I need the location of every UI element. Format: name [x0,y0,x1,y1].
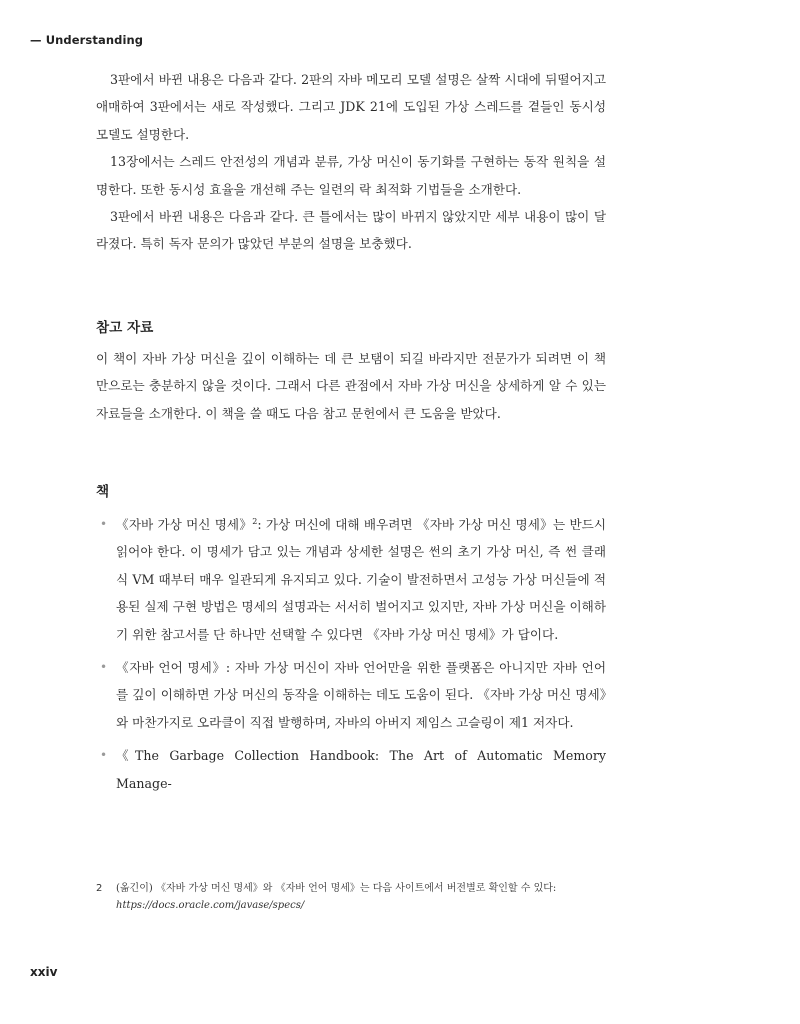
subsection-heading-books: 책 [96,484,110,500]
footnote-body: (옮긴이) 《자바 가상 머신 명세》와 《자바 언어 명세》는 다음 사이트에서 버전별로 확인할 수 있다: [116,883,557,894]
footnote-link[interactable]: https://docs.oracle.com/javase/specs/ [116,900,305,911]
running-head: — Understanding [30,33,144,47]
bullet-icon: • [100,748,108,763]
page-number: xxiv [30,965,58,979]
book-description: : 가상 머신에 대해 배우려면 《자바 가상 머신 명세》는 반드시 읽어야 한다. 이 명세가 담고 있는 개념과 상세한 설명은 썬의 초기 가상 머신, 즉 썬 클래식 VM 때부터 매우 일관되게 유지되고 있다. 기술이 발전하면서 고성능 가상 머신들에 적용된 실제 구현 방법은 명세의 설명과는 서서히 벌어지고 있지만, 자바 가상 머신을 이해하기 위한 참고서를 단 하나만 선택할 수 있다면 《자바 가상 머신 명세》가 답이다. [116,517,607,642]
book-title: 《자바 가상 머신 명세》 [116,517,253,532]
paragraph: 3판에서 바뀐 내용은 다음과 같다. 큰 틀에서는 많이 바뀌지 않았지만 세부 내용이 많이 달라졌다. 특히 독자 문의가 많았던 부분의 설명을 보충했다. [96,209,606,252]
footnote-reference[interactable]: 2 [252,516,258,526]
bullet-icon: • [100,517,108,531]
body-text [96,66,606,258]
list-item [96,742,606,797]
section-heading-references: 참고 자료 [96,320,154,336]
book-list [96,511,606,803]
bullet-icon: • [100,660,108,675]
footnote-text [96,880,616,914]
references-intro: 이 책이 자바 가상 머신을 깊이 이해하는 데 큰 보탬이 되길 바라지만 전문가가 되려면 이 책만으로는 충분하지 않을 것이다. 그래서 다른 관점에서 자바 가상 머신을 상세하게 알 수 있는 자료들을 소개한다. 이 책을 쓸 때도 다음 참고 문헌에서 큰 도움을 받았다. [96,351,606,421]
list-item [96,654,606,736]
book-description: 《The Garbage Collection Handbook: The Art of Automatic Memory Manage- [116,748,606,791]
paragraph: 3판에서 바뀐 내용은 다음과 같다. 2판의 자바 메모리 모델 설명은 살짝 시대에 뒤떨어지고 애매하여 3판에서는 새로 작성했다. 그리고 JDK 21에 도입된 가상 스레드를 곁들인 동시성 모델도 설명한다. [96,72,606,142]
list-item [96,511,606,648]
book-description: 《자바 언어 명세》: 자바 가상 머신이 자바 언어만을 위한 플랫폼은 아니지만 자바 언어를 깊이 이해하면 가상 머신의 동작을 이해하는 데도 도움이 된다. 《자바 가상 머신 명세》와 마찬가지로 오라클이 직접 발행하며, 자바의 아버지 제임스 고슬링이 제1 저자다. [116,660,606,730]
paragraph: 13장에서는 스레드 안전성의 개념과 분류, 가상 머신이 동기화를 구현하는 동작 원칙을 설명한다. 또한 동시성 효율을 개선해 주는 일련의 락 최적화 기법들을 소개한다. [96,154,606,197]
footnote [96,880,616,914]
footnote-number: 2 [96,883,103,894]
